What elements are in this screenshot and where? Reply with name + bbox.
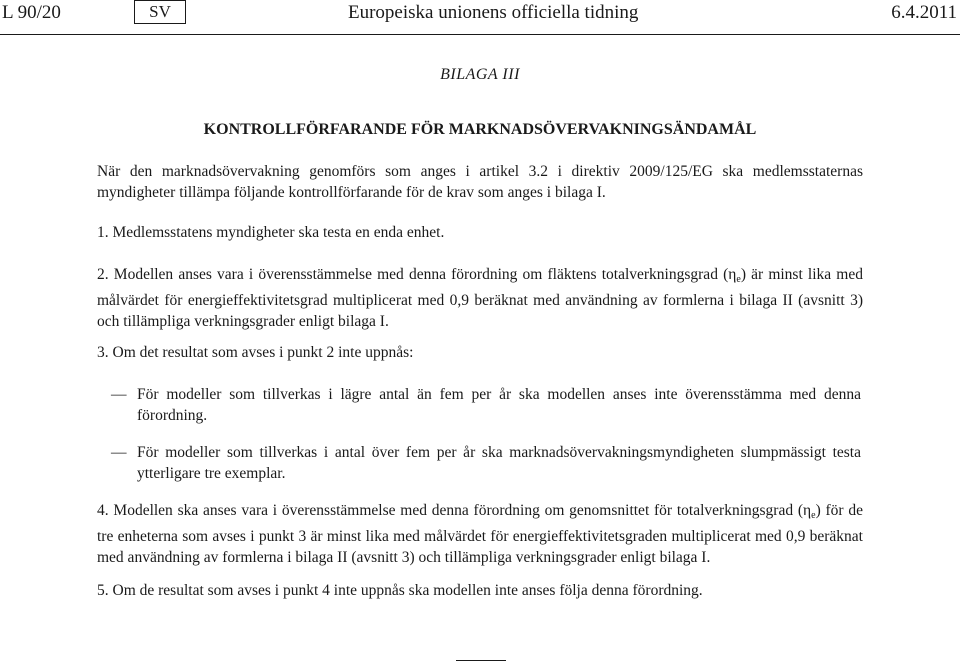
item-text: Om det resultat som avses i punkt 2 inte uppnås: (112, 344, 414, 361)
item-1 (97, 222, 863, 243)
item-number: 4. (97, 502, 109, 519)
dash-marker: — (111, 386, 127, 403)
dash-marker: — (111, 444, 127, 461)
page-header (0, 0, 960, 26)
publication-date: 6.4.2011 (891, 2, 957, 23)
sub-item-text: För modeller som tillverkas i lägre antal än fem per år ska modellen anses inte överensstämma med denna förordning. (137, 386, 861, 424)
item-text: Medlemsstatens myndigheter ska testa en enda enhet. (112, 224, 445, 241)
annex-label: BILAGA III (440, 66, 520, 83)
item-2 (97, 264, 863, 332)
item-text-start: Modellen anses vara i överensstämmelse med denna förordning om fläktens totalverkningsgrad (η (113, 266, 737, 283)
item-text-end: ) är minst lika med målvärdet för energieffektivitetsgrad multiplicerat med 0,9 beräknat med användning av formlerna i bilaga II (avsnitt 3) och tillämpliga verkningsgrader enligt bilaga I. (97, 266, 863, 330)
sub-item-text: För modeller som tillverkas i antal över fem per år ska marknadsövervakningsmyndigheten slumpmässigt testa ytterligare tre exemplar. (137, 444, 861, 482)
item-number: 1. (97, 224, 109, 241)
item-3 (97, 342, 863, 363)
end-of-annex-rule (456, 660, 506, 661)
item-text-end: ) för de tre enheterna som avses i punkt 3 är minst lika med målvärdet för energieffektivitetsgraden multiplicerat med 0,9 beräknat med användning av formlerna i bilaga II (avsnitt 3) och tillämpliga verkningsgrader enligt bilaga I. (97, 502, 863, 566)
eta-subscript: e (811, 510, 816, 521)
page-reference: L 90/20 (2, 2, 61, 23)
item-number: 2. (97, 266, 109, 283)
intro-paragraph: När den marknadsövervakning genomförs som anges i artikel 3.2 i direktiv 2009/125/EG ska medlemsstaternas myndigheter tillämpa följande kontrollförfarande för de krav som anges i bilaga I. (97, 163, 863, 201)
item-5 (97, 580, 863, 601)
language-code-box: SV (134, 0, 186, 24)
header-rule (0, 34, 960, 35)
item-text: Om de resultat som avses i punkt 4 inte uppnås ska modellen inte anses följa denna förordning. (112, 582, 703, 599)
item-number: 3. (97, 344, 109, 361)
journal-title: Europeiska unionens officiella tidning (348, 2, 639, 23)
item-number: 5. (97, 582, 109, 599)
item-text-start: Modellen ska anses vara i överensstämmelse med denna förordning om genomsnittet för totalverkningsgrad (η (113, 502, 812, 519)
item-4 (97, 500, 863, 568)
eta-subscript: e (736, 274, 741, 285)
annex-title: KONTROLLFÖRFARANDE FÖR MARKNADSÖVERVAKNINGSÄNDAMÅL (203, 121, 757, 138)
